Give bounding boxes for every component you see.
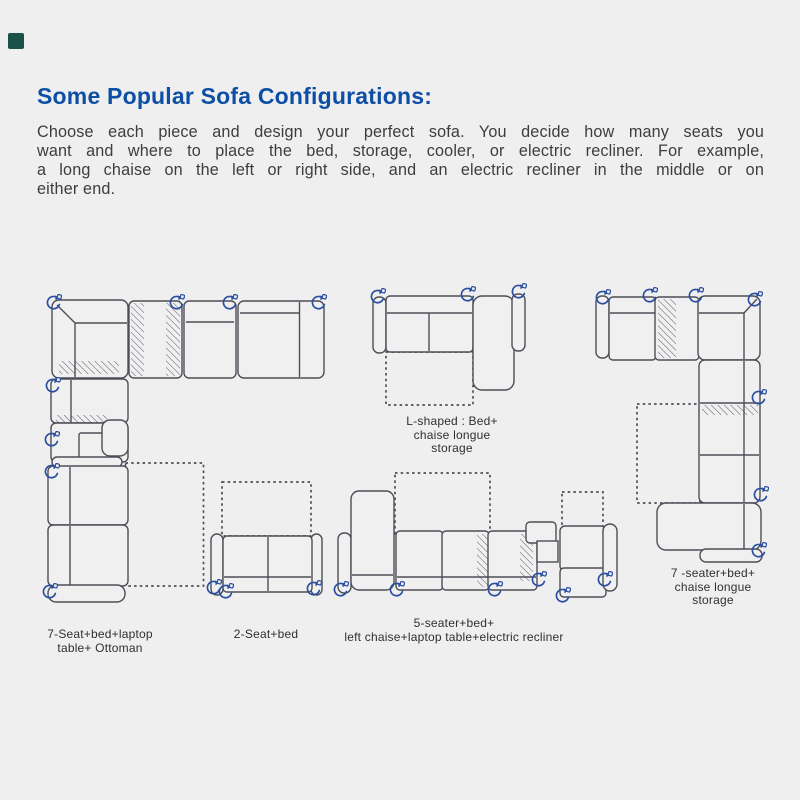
chaise-longue [657,503,761,550]
page-title: Some Popular Sofa Configurations: [37,83,433,109]
label-line: 2-Seat+bed [233,627,299,641]
intro-line: want and where to place the bed, storage, cooler, or electric recliner. For example, [37,141,764,160]
label-line: chaise longue [413,427,491,442]
label-line: chaise longue [674,579,752,594]
bed-outline [637,404,700,503]
ottoman [48,585,125,602]
chaise-longue [473,296,514,390]
electric-recliner [560,526,606,571]
config-label-7-seater-right [671,567,755,608]
config-label-2-seat [234,628,298,642]
intro-line: a long chaise on the left or right side, and an electric recliner in the middle or on [37,160,764,179]
config-label-7-seat-left [47,628,153,655]
label-line: 7-Seat+bed+laptop [47,627,153,641]
config-label-5-seater [344,617,563,644]
sofa-diagrams-canvas [0,280,800,670]
bed-outline [222,482,311,536]
config-label-l-shaped [406,415,497,456]
label-line: storage [431,441,473,455]
label-line: left chaise+laptop table+electric recliner [344,629,564,644]
label-line: 5-seater+bed+ [413,616,495,630]
config-5-seater-drawing [334,473,617,602]
intro-paragraph [37,123,764,199]
config-2-seat-drawing [207,482,322,598]
label-line: storage [692,593,734,607]
intro-line: either end. [37,179,116,198]
config-7-seater-right-drawing [596,287,769,562]
bed-outline [386,352,473,405]
label-line: 7 -seater+bed+ [670,566,756,580]
laptop-table [526,522,556,543]
bed-outline [395,473,490,534]
brand-square [8,33,24,49]
bed-outline [126,463,204,586]
intro-line: Choose each piece and design your perfect sofa. You decide how many seats you [37,123,764,141]
label-line: table+ Ottoman [57,640,143,655]
config-l-shaped-drawing [371,283,526,405]
label-line: L-shaped : Bed+ [406,414,498,428]
